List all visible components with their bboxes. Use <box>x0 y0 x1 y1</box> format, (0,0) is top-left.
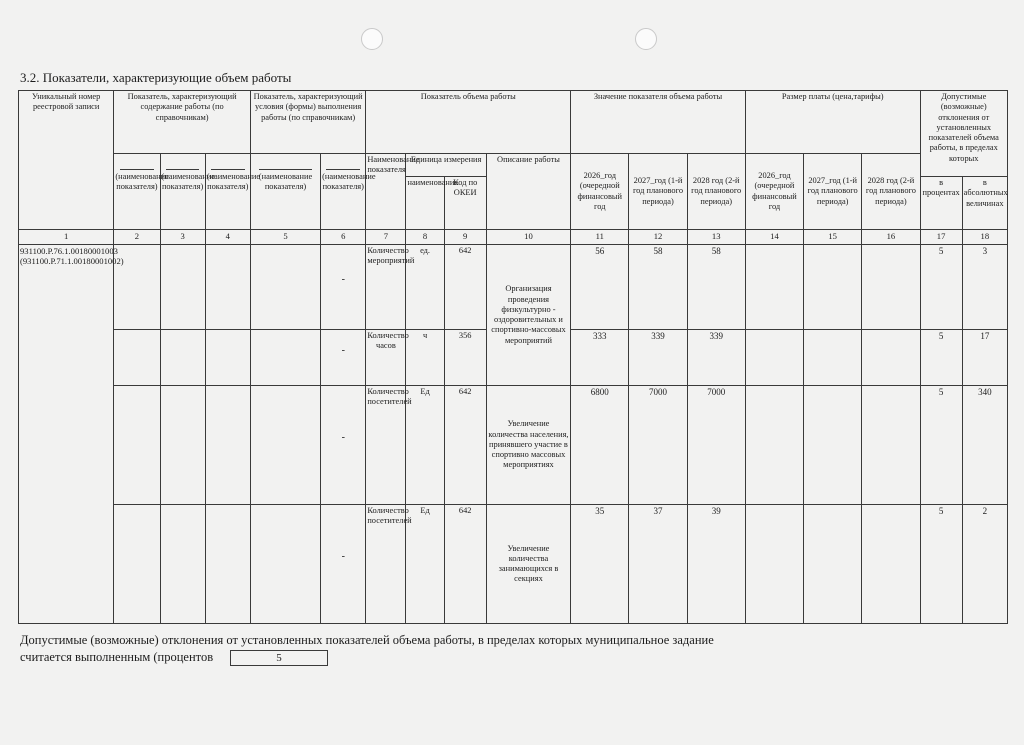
column-number: 2 <box>114 230 160 245</box>
deviation-absolute: 17 <box>962 330 1007 386</box>
empty-dash: - <box>341 345 345 356</box>
value-2027: 58 <box>629 245 687 330</box>
footer-line-1: Допустимые (возможные) отклонения от установленных показателей объема работы, в пределах которых муниципальное задание <box>20 633 714 647</box>
column-number: 13 <box>687 230 745 245</box>
column-number: 6 <box>321 230 366 245</box>
column-number: 7 <box>366 230 406 245</box>
unit-name: ед. <box>406 245 444 330</box>
indicator-name: Количество посетителей <box>366 386 406 505</box>
indicator-name: Количество посетителей <box>366 505 406 624</box>
deviation-percent: 5 <box>920 245 962 330</box>
header-name-label-3: (наименование показателя) <box>205 154 250 230</box>
header-indicator-name: Наименование показателя <box>366 154 406 230</box>
header-conditions-indicator: Показатель, характеризующий условия (формы) выполнения работы (по справочникам) <box>250 91 365 154</box>
column-number: 12 <box>629 230 687 245</box>
column-number: 3 <box>160 230 205 245</box>
header-fee-year-2026: 2026_год (очередной финансовый год <box>745 154 803 230</box>
table-row <box>19 386 1008 505</box>
section-title: 3.2. Показатели, характеризующие объем работы <box>20 70 292 85</box>
unit-name: Ед <box>406 386 444 505</box>
header-fee-year-2028: 2028 год (2-й год планового периода) <box>862 154 920 230</box>
unique-record-number: 931100.Р.76.1.00180001003 (931100.Р.71.1.00180001002) <box>19 245 114 624</box>
column-number: 1 <box>19 230 114 245</box>
header-name-label-4: (наименование показателя) <box>250 154 320 230</box>
punch-hole-left <box>361 28 383 50</box>
okei-code: 642 <box>444 505 486 624</box>
table-row <box>19 505 1008 624</box>
column-number: 4 <box>205 230 250 245</box>
header-in-percent: в процентах <box>920 177 962 230</box>
volume-indicators-table <box>18 90 1008 624</box>
column-number: 16 <box>862 230 920 245</box>
empty-dash: - <box>341 551 345 562</box>
value-2028: 39 <box>687 505 745 624</box>
header-fee-size: Размер платы (цена,тарифы) <box>745 91 920 154</box>
header-volume-indicator: Показатель объема работы <box>366 91 571 154</box>
header-unit: Единица измерения <box>406 154 486 177</box>
header-work-description: Описание работы <box>486 154 570 230</box>
header-year-2027: 2027_год (1-й год планового периода) <box>629 154 687 230</box>
unit-name: ч <box>406 330 444 386</box>
deviation-absolute: 340 <box>962 386 1007 505</box>
value-2026: 6800 <box>571 386 629 505</box>
percent-value-box: 5 <box>230 650 328 666</box>
column-number: 11 <box>571 230 629 245</box>
footer-line-2: считается выполненным (процентов <box>20 649 214 664</box>
column-number: 14 <box>745 230 803 245</box>
header-name-label-5: (наименование показателя) <box>321 154 366 230</box>
unit-name: Ед <box>406 505 444 624</box>
okei-code: 356 <box>444 330 486 386</box>
header-unique-number: Уникальный номер реестровой записи <box>19 91 114 230</box>
value-2026: 35 <box>571 505 629 624</box>
deviation-percent: 5 <box>920 505 962 624</box>
indicator-name: Количество часов <box>366 330 406 386</box>
okei-code: 642 <box>444 386 486 505</box>
indicator-name: Количество мероприятий <box>366 245 406 330</box>
header-fee-year-2027: 2027_год (1-й год планового периода) <box>804 154 862 230</box>
header-okei-code: Код по ОКЕИ <box>444 177 486 230</box>
value-2027: 339 <box>629 330 687 386</box>
value-2027: 7000 <box>629 386 687 505</box>
empty-dash: - <box>341 274 345 285</box>
value-2026: 56 <box>571 245 629 330</box>
deviation-percent: 5 <box>920 330 962 386</box>
deviation-percent: 5 <box>920 386 962 505</box>
column-number: 18 <box>962 230 1007 245</box>
value-2028: 58 <box>687 245 745 330</box>
header-content-indicator: Показатель, характеризующий содержание работы (по справочникам) <box>114 91 251 154</box>
value-2028: 339 <box>687 330 745 386</box>
deviation-absolute: 3 <box>962 245 1007 330</box>
header-in-absolute: в абсолютных величинах <box>962 177 1007 230</box>
empty-dash: - <box>341 432 345 443</box>
work-description: Увеличение количества населения, принявшего участие в спортивно массовых мероприятиях <box>486 386 570 505</box>
okei-code: 642 <box>444 245 486 330</box>
header-unit-name: наименование <box>406 177 444 230</box>
header-year-2028: 2028 год (2-й год планового периода) <box>687 154 745 230</box>
header-name-label-2: (наименование показателя) <box>160 154 205 230</box>
deviation-absolute: 2 <box>962 505 1007 624</box>
header-volume-value: Значение показателя объема работы <box>571 91 746 154</box>
work-description: Организация проведения физкультурно - оздоровительных и спортивно-массовых мероприятий <box>486 245 570 386</box>
table-row <box>19 245 1008 330</box>
value-2028: 7000 <box>687 386 745 505</box>
footer-note <box>20 632 714 666</box>
punch-hole-right <box>635 28 657 50</box>
header-allowed-deviation: Допустимые (возможные) отклонения от установленных показателей объема работы, в пределах которых <box>920 91 1007 177</box>
header-name-label-1: (наименование показателя) <box>114 154 160 230</box>
work-description: Увеличение количества занимающихся в секциях <box>486 505 570 624</box>
column-number: 17 <box>920 230 962 245</box>
value-2026: 333 <box>571 330 629 386</box>
column-number: 15 <box>804 230 862 245</box>
value-2027: 37 <box>629 505 687 624</box>
column-number: 10 <box>486 230 570 245</box>
column-number: 8 <box>406 230 444 245</box>
column-number: 9 <box>444 230 486 245</box>
column-number: 5 <box>250 230 320 245</box>
header-year-2026: 2026_год (очередной финансовый год <box>571 154 629 230</box>
